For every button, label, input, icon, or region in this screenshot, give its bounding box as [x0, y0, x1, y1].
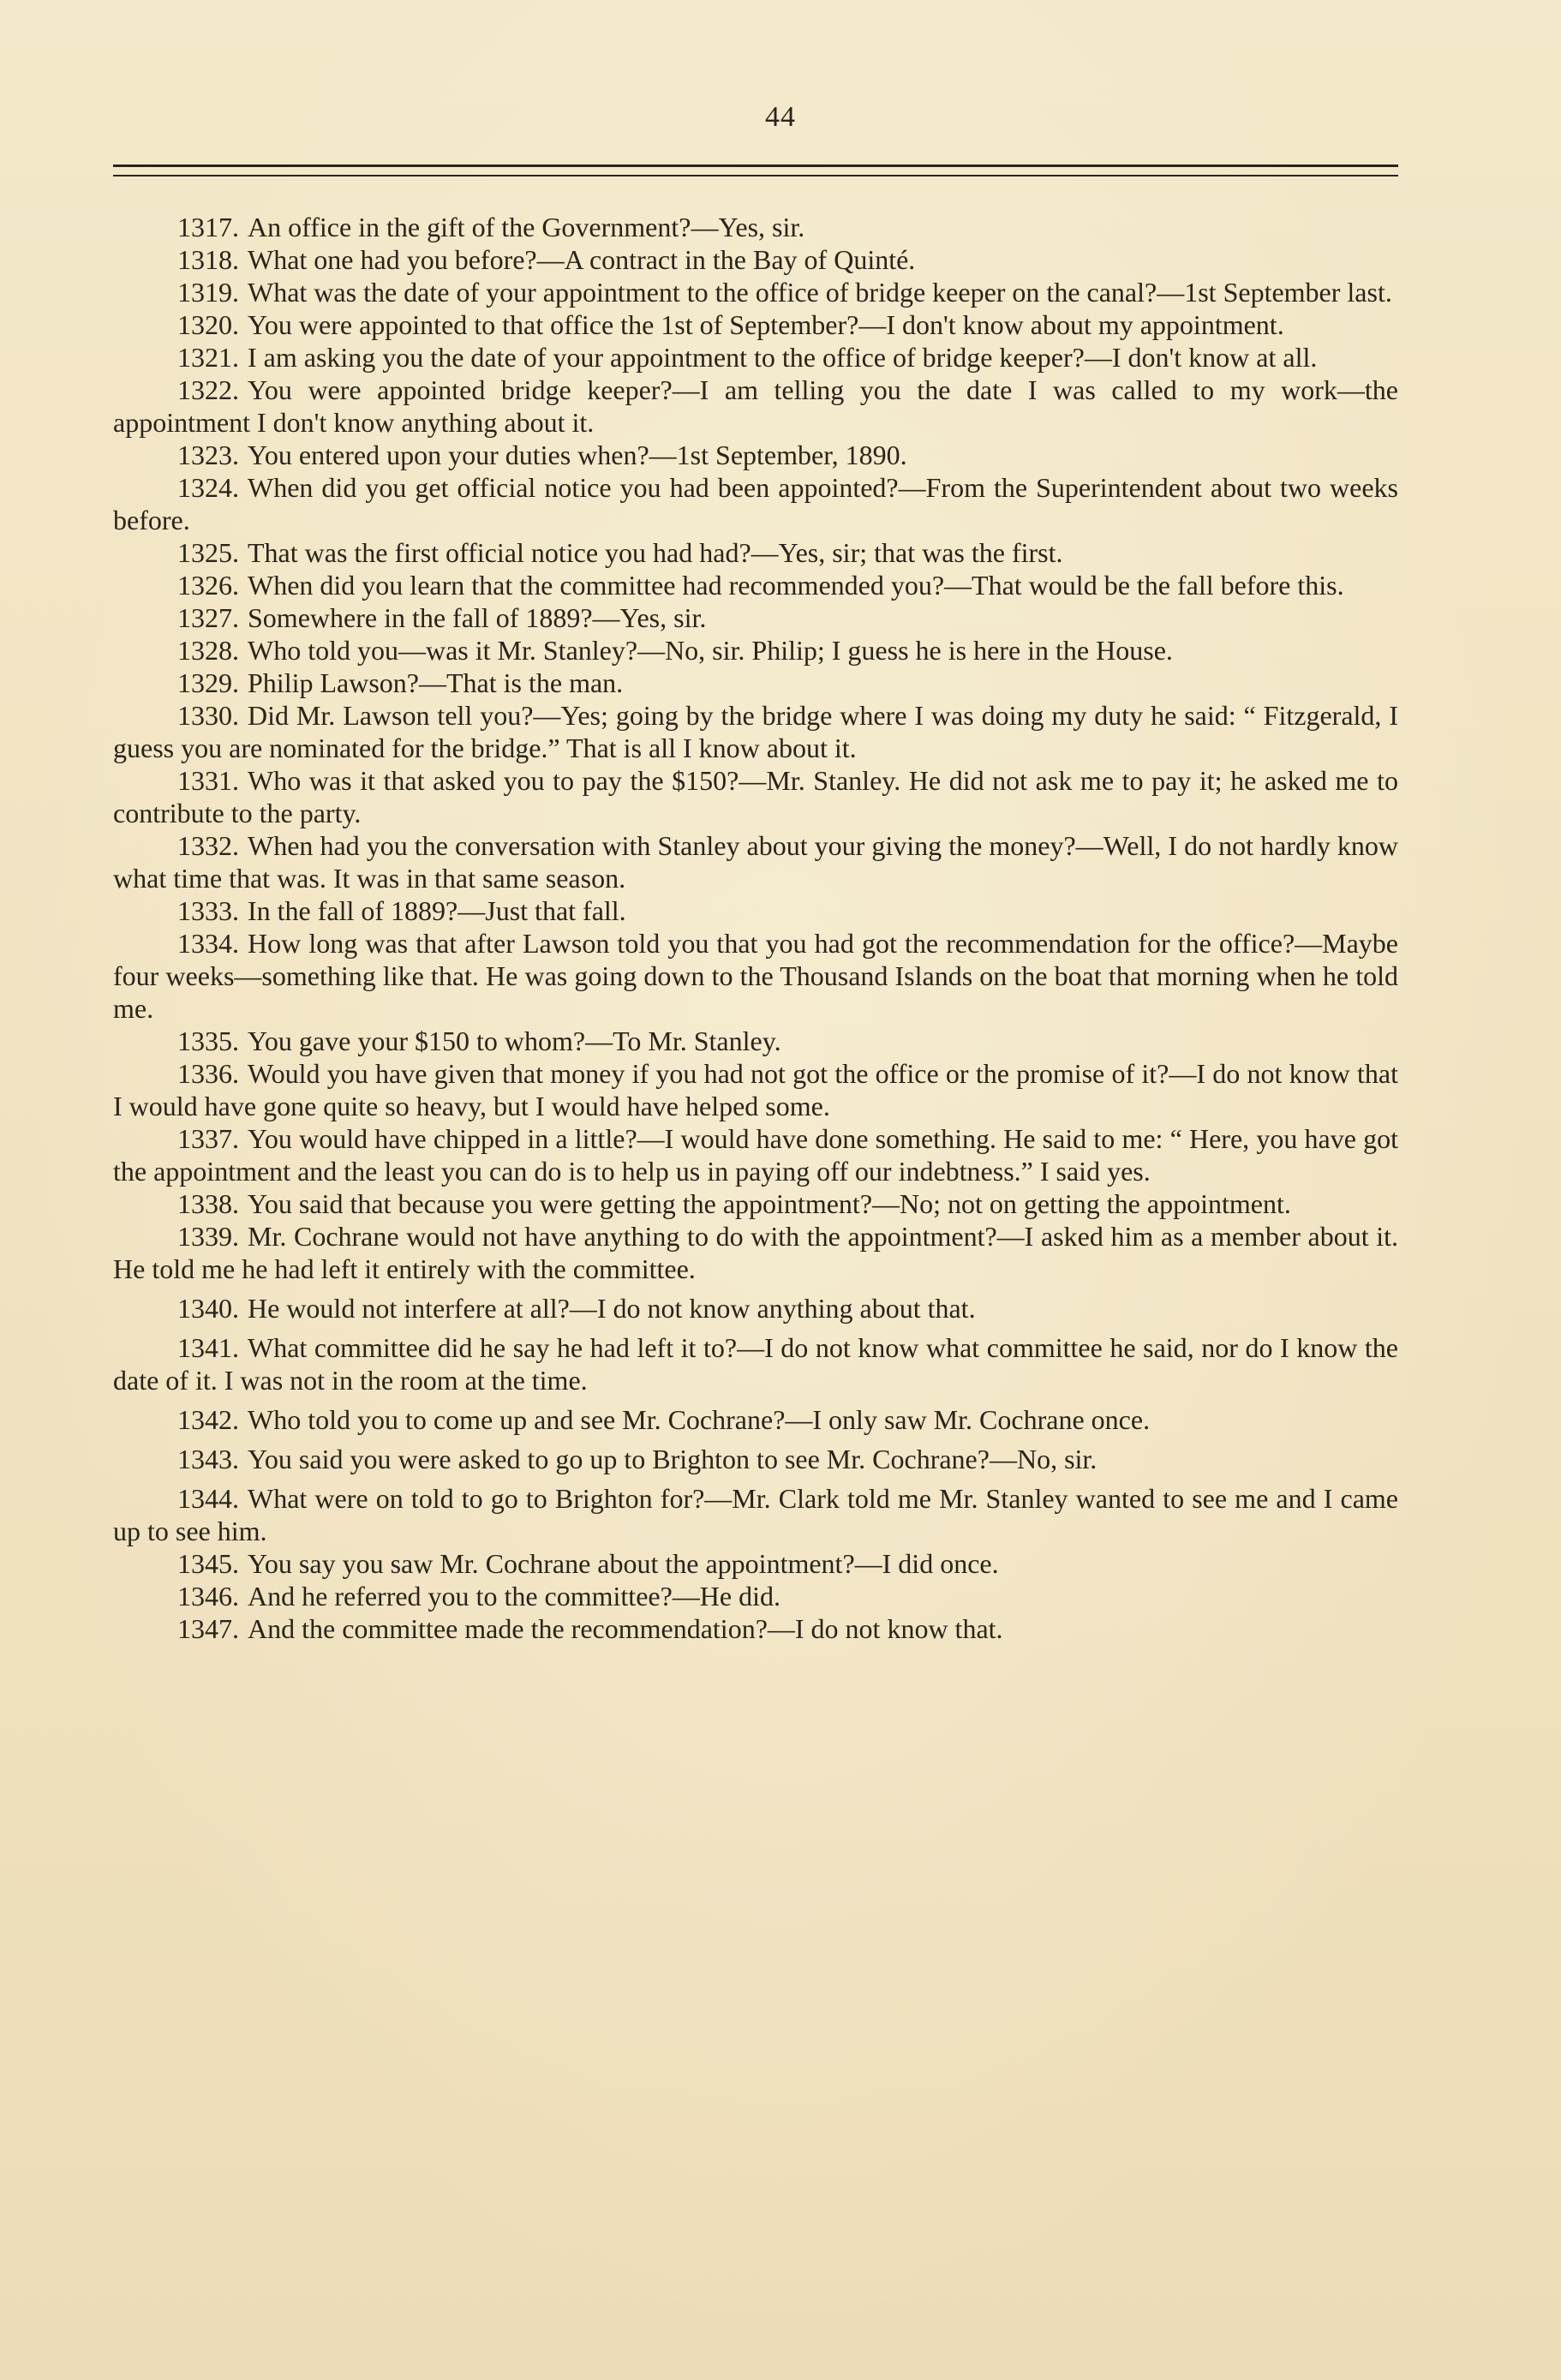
testimony-entry [113, 927, 1398, 1025]
entry-number: 1321. [177, 342, 239, 373]
entry-number: 1334. [177, 928, 239, 959]
entry-number: 1327. [177, 602, 239, 633]
testimony-entry [113, 829, 1398, 894]
testimony-entry [113, 1580, 1398, 1612]
entry-text: You said that because you were getting the appointment?—No; not on getting the appointment. [248, 1188, 1291, 1219]
entry-number: 1347. [177, 1613, 239, 1644]
testimony-entry [113, 1547, 1398, 1580]
testimony-entry [113, 1403, 1398, 1436]
entry-text: What was the date of your appointment to the office of bridge keeper on the canal?—1st September last. [248, 277, 1392, 308]
entry-text: What one had you before?—A contract in the Bay of Quinté. [248, 244, 916, 275]
testimony-list [113, 211, 1398, 1645]
entry-number: 1317. [177, 212, 239, 242]
testimony-entry [113, 1122, 1398, 1187]
entry-number: 1330. [177, 700, 239, 731]
entry-text: And the committee made the recommendation?—I do not know that. [248, 1613, 1003, 1644]
entry-text: What committee did he say he had left it to?—I do not know what committee he said, nor do I know the date of it. I was not in the room at the time. [113, 1332, 1398, 1396]
testimony-entry [113, 308, 1398, 341]
entry-text: Who told you—was it Mr. Stanley?—No, sir. Philip; I guess he is here in the House. [248, 635, 1173, 666]
header-rule-top [113, 164, 1398, 167]
testimony-entry [113, 211, 1398, 243]
entry-text: Did Mr. Lawson tell you?—Yes; going by the bridge where I was doing my duty he said: “ Fitzgerald, I guess you are nominated for the bridge.” That is all I know about it. [113, 700, 1398, 763]
entry-number: 1343. [177, 1444, 239, 1474]
entry-text: Who was it that asked you to pay the $150?—Mr. Stanley. He did not ask me to pay it; he asked me to contribute to the party. [113, 765, 1398, 828]
entry-number: 1326. [177, 570, 239, 601]
testimony-entry [113, 569, 1398, 601]
entry-text: Who told you to come up and see Mr. Cochrane?—I only saw Mr. Cochrane once. [248, 1404, 1151, 1435]
entry-number: 1318. [177, 244, 239, 275]
testimony-entry [113, 1025, 1398, 1057]
testimony-entry [113, 1057, 1398, 1122]
entry-text: When did you get official notice you had been appointed?—From the Superintendent about two weeks before. [113, 472, 1398, 535]
testimony-entry [113, 667, 1398, 699]
entry-number: 1323. [177, 440, 239, 470]
testimony-entry [113, 276, 1398, 308]
entry-text: You were appointed to that office the 1st of September?—I don't know about my appointment. [248, 309, 1284, 340]
entry-text: In the fall of 1889?—Just that fall. [248, 895, 626, 926]
entry-number: 1342. [177, 1404, 239, 1435]
testimony-entry [113, 1482, 1398, 1547]
entry-number: 1338. [177, 1188, 239, 1219]
entry-text: You were appointed bridge keeper?—I am telling you the date I was called to my work—the appointment I don't know anything about it. [113, 374, 1398, 438]
entry-number: 1322. [177, 374, 239, 405]
entry-number: 1336. [177, 1058, 239, 1089]
entry-text: When had you the conversation with Stanley about your giving the money?—Well, I do not hardly know what time that was. It was in that same season. [113, 830, 1398, 894]
testimony-entry [113, 1443, 1398, 1475]
entry-number: 1340. [177, 1293, 239, 1324]
entry-text: Somewhere in the fall of 1889?—Yes, sir. [248, 602, 707, 633]
entry-text: When did you learn that the committee had recommended you?—That would be the fall before this. [248, 570, 1344, 601]
testimony-entry [113, 699, 1398, 764]
entry-text: That was the first official notice you had had?—Yes, sir; that was the first. [248, 537, 1063, 568]
testimony-entry [113, 601, 1398, 634]
entry-text: What were on told to go to Brighton for?—Mr. Clark told me Mr. Stanley wanted to see me and I came up to see him. [113, 1483, 1398, 1546]
entry-text: You would have chipped in a little?—I would have done something. He said to me: “ Here, you have got the appointment and the least you can do is to help us in paying off our indebtness.” I said yes. [113, 1123, 1398, 1187]
entry-text: You entered upon your duties when?—1st September, 1890. [248, 440, 907, 470]
testimony-entry [113, 1292, 1398, 1325]
page-number: 44 [765, 101, 796, 133]
entry-text: He would not interfere at all?—I do not know anything about that. [248, 1293, 976, 1324]
testimony-entry [113, 634, 1398, 667]
entry-number: 1319. [177, 277, 239, 308]
entry-number: 1345. [177, 1548, 239, 1579]
testimony-entry [113, 471, 1398, 536]
testimony-entry [113, 1220, 1398, 1285]
entry-number: 1339. [177, 1221, 239, 1252]
entry-number: 1329. [177, 667, 239, 698]
entry-text: An office in the gift of the Government?—Yes, sir. [248, 212, 805, 242]
entry-text: You say you saw Mr. Cochrane about the appointment?—I did once. [248, 1548, 999, 1579]
entry-text: And he referred you to the committee?—He did. [248, 1581, 780, 1612]
entry-number: 1344. [177, 1483, 239, 1514]
testimony-entry [113, 1331, 1398, 1396]
entry-number: 1333. [177, 895, 239, 926]
header-rule-bottom [113, 175, 1398, 176]
testimony-entry [113, 1187, 1398, 1220]
entry-number: 1346. [177, 1581, 239, 1612]
entry-text: I am asking you the date of your appointment to the office of bridge keeper?—I don't know at all. [248, 342, 1318, 373]
entry-number: 1332. [177, 830, 239, 861]
entry-number: 1331. [177, 765, 239, 796]
testimony-entry [113, 341, 1398, 374]
entry-number: 1335. [177, 1026, 239, 1056]
testimony-entry [113, 374, 1398, 439]
testimony-entry [113, 536, 1398, 569]
entry-number: 1337. [177, 1123, 239, 1154]
entry-text: You gave your $150 to whom?—To Mr. Stanley. [248, 1026, 781, 1056]
entry-number: 1328. [177, 635, 239, 666]
entry-text: Would you have given that money if you had not got the office or the promise of it?—I do not know that I would have gone quite so heavy, but I would have helped some. [113, 1058, 1398, 1121]
entry-number: 1324. [177, 472, 239, 503]
testimony-entry [113, 894, 1398, 927]
entry-text: How long was that after Lawson told you that you had got the recommendation for the office?—Maybe four weeks—something like that. He was going down to the Thousand Islands on the boat that morning when he told me. [113, 928, 1398, 1024]
entry-text: You said you were asked to go up to Brighton to see Mr. Cochrane?—No, sir. [248, 1444, 1097, 1474]
entry-number: 1341. [177, 1332, 239, 1363]
testimony-entry [113, 764, 1398, 829]
entry-number: 1325. [177, 537, 239, 568]
testimony-entry [113, 243, 1398, 276]
testimony-entry [113, 439, 1398, 471]
entry-text: Philip Lawson?—That is the man. [248, 667, 624, 698]
entry-text: Mr. Cochrane would not have anything to do with the appointment?—I asked him as a member about it. He told me he had left it entirely with the committee. [113, 1221, 1398, 1284]
entry-number: 1320. [177, 309, 239, 340]
testimony-entry [113, 1612, 1398, 1645]
